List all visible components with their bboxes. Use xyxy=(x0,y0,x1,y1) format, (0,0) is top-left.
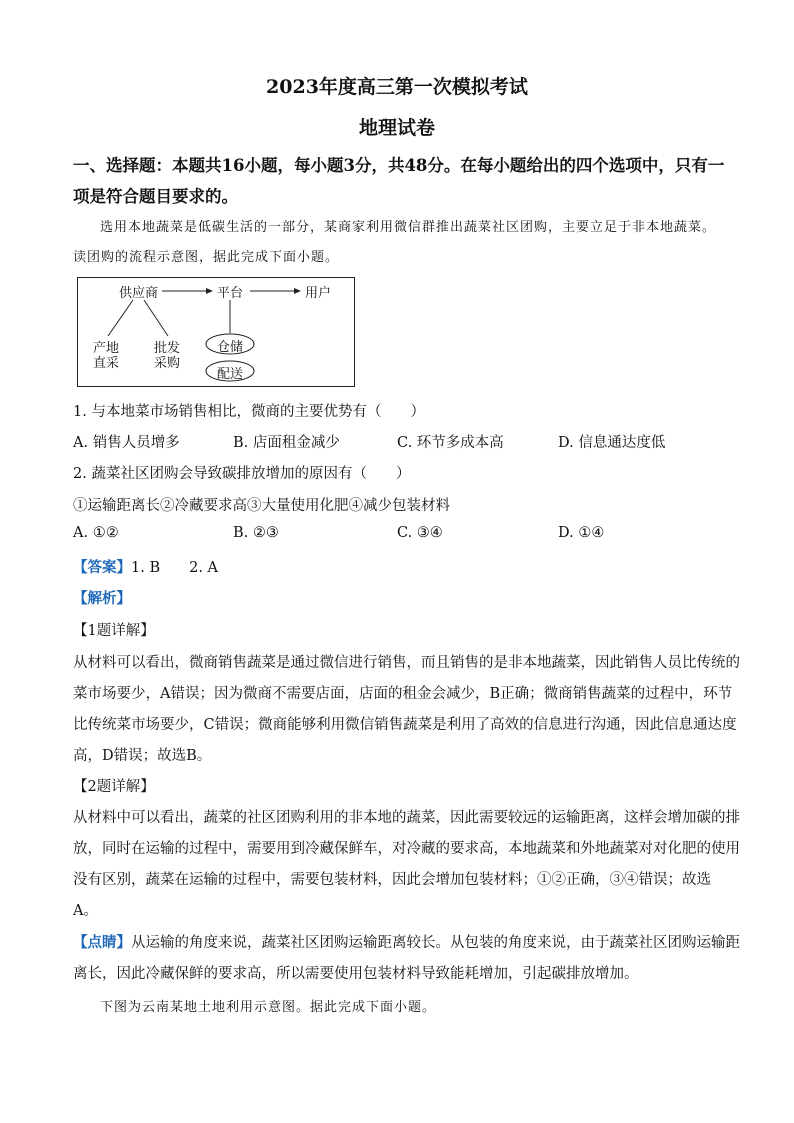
wholesale-label-line1: 批发 xyxy=(154,341,181,356)
question-2-option-a: A. ①② xyxy=(73,525,119,541)
detail-2-label: 【2题详解】 xyxy=(73,779,155,795)
answer-line xyxy=(73,556,218,577)
origin-label-line2: 直采 xyxy=(93,356,120,371)
question-1-stem: 1. 与本地菜市场销售相比，微商的主要优势有（ ） xyxy=(73,404,425,420)
wholesale-label-line2: 采购 xyxy=(154,356,181,371)
detail-1-line-1: 从材料可以看出，微商销售蔬菜是通过微信进行销售，而且销售的是非本地蔬菜，因此销售人员比传统的 xyxy=(73,655,740,671)
branch-to-origin xyxy=(108,300,133,336)
detail-1-line-3: 比传统菜市场要少，C错误；微商能够利用微信销售蔬菜是利用了高效的信息进行沟通，因此信息通达度 xyxy=(73,717,737,733)
arrowhead-platform xyxy=(206,288,213,294)
page-subtitle: 地理试卷 xyxy=(358,117,435,139)
user-label: 用户 xyxy=(305,286,332,301)
question-2-items: ①运输距离长②冷藏要求高③大量使用化肥④减少包装材料 xyxy=(73,498,450,514)
storage-label: 仓储 xyxy=(217,340,244,355)
tip-line-2: 离长，因此冷藏保鲜的要求高，所以需要使用包装材料导致能耗增加，引起碳排放增加。 xyxy=(73,966,639,982)
material-intro-line2: 读团购的流程示意图，据此完成下面小题。 xyxy=(73,250,340,265)
section-heading-line2: 项是符合题目要求的。 xyxy=(73,187,238,206)
question-2-option-d: D. ①④ xyxy=(558,525,605,541)
detail-2-line-2: 放，同时在运输的过程中，需要用到冷藏保鲜车，对冷藏的要求高，本地蔬菜和外地蔬菜对对化肥的使用 xyxy=(73,841,740,857)
branch-to-wholesale xyxy=(144,300,168,336)
tip-text-1: 从运输的角度来说，蔬菜社区团购运输距离较长。从包装的角度来说，由于蔬菜社区团购运输距 xyxy=(131,935,740,951)
answer-text: 1. B 2. A xyxy=(131,560,219,576)
detail-2-line-4: A。 xyxy=(73,903,98,919)
section-heading-line1: 一、选择题：本题共16小题，每小题3分，共48分。在每小题给出的四个选项中，只有一 xyxy=(73,156,725,175)
supplier-label: 供应商 xyxy=(119,286,159,301)
detail-1-line-2: 菜市场要少，A错误；因为微商不需要店面，店面的租金会减少，B正确；微商销售蔬菜的过程中，环节 xyxy=(73,686,733,702)
tip-line-1 xyxy=(73,931,740,952)
detail-2-line-1: 从材料中可以看出，蔬菜的社区团购利用的非本地的蔬菜，因此需要较远的运输距离，这样会增加碳的排 xyxy=(73,810,740,826)
detail-1-label: 【1题详解】 xyxy=(73,623,155,639)
question-1-option-d: D. 信息通达度低 xyxy=(558,435,666,451)
question-1-option-b: B. 店面租金减少 xyxy=(233,435,340,451)
arrowhead-user xyxy=(294,288,301,294)
detail-1-line-4: 高，D错误；故选B。 xyxy=(73,748,212,764)
group-buying-flow-diagram xyxy=(77,277,355,387)
question-1-option-c: C. 环节多成本高 xyxy=(397,435,504,451)
question-2-stem: 2. 蔬菜社区团购会导致碳排放增加的原因有（ ） xyxy=(73,466,411,482)
answer-label: 【答案】 xyxy=(73,559,131,576)
question-2-option-b: B. ②③ xyxy=(233,525,279,541)
page-title: 2023年度高三第一次模拟考试 xyxy=(266,76,528,98)
question-2-option-c: C. ③④ xyxy=(397,525,443,541)
platform-label: 平台 xyxy=(217,286,244,301)
origin-label-line1: 产地 xyxy=(93,341,120,356)
analysis-label: 【解析】 xyxy=(73,590,131,607)
tip-label: 【点睛】 xyxy=(73,934,131,951)
delivery-label: 配送 xyxy=(217,367,244,382)
material-intro-line1: 选用本地蔬菜是低碳生活的一部分，某商家利用微信群推出蔬菜社区团购，主要立足于非本地蔬菜。 xyxy=(100,220,717,235)
detail-2-line-3: 没有区别，蔬菜在运输的过程中，需要包装材料，因此会增加包装材料；①②正确，③④错误；故选 xyxy=(73,872,711,888)
material-2-intro: 下图为云南某地土地利用示意图。据此完成下面小题。 xyxy=(100,1000,437,1015)
question-1-option-a: A. 销售人员增多 xyxy=(73,435,180,451)
